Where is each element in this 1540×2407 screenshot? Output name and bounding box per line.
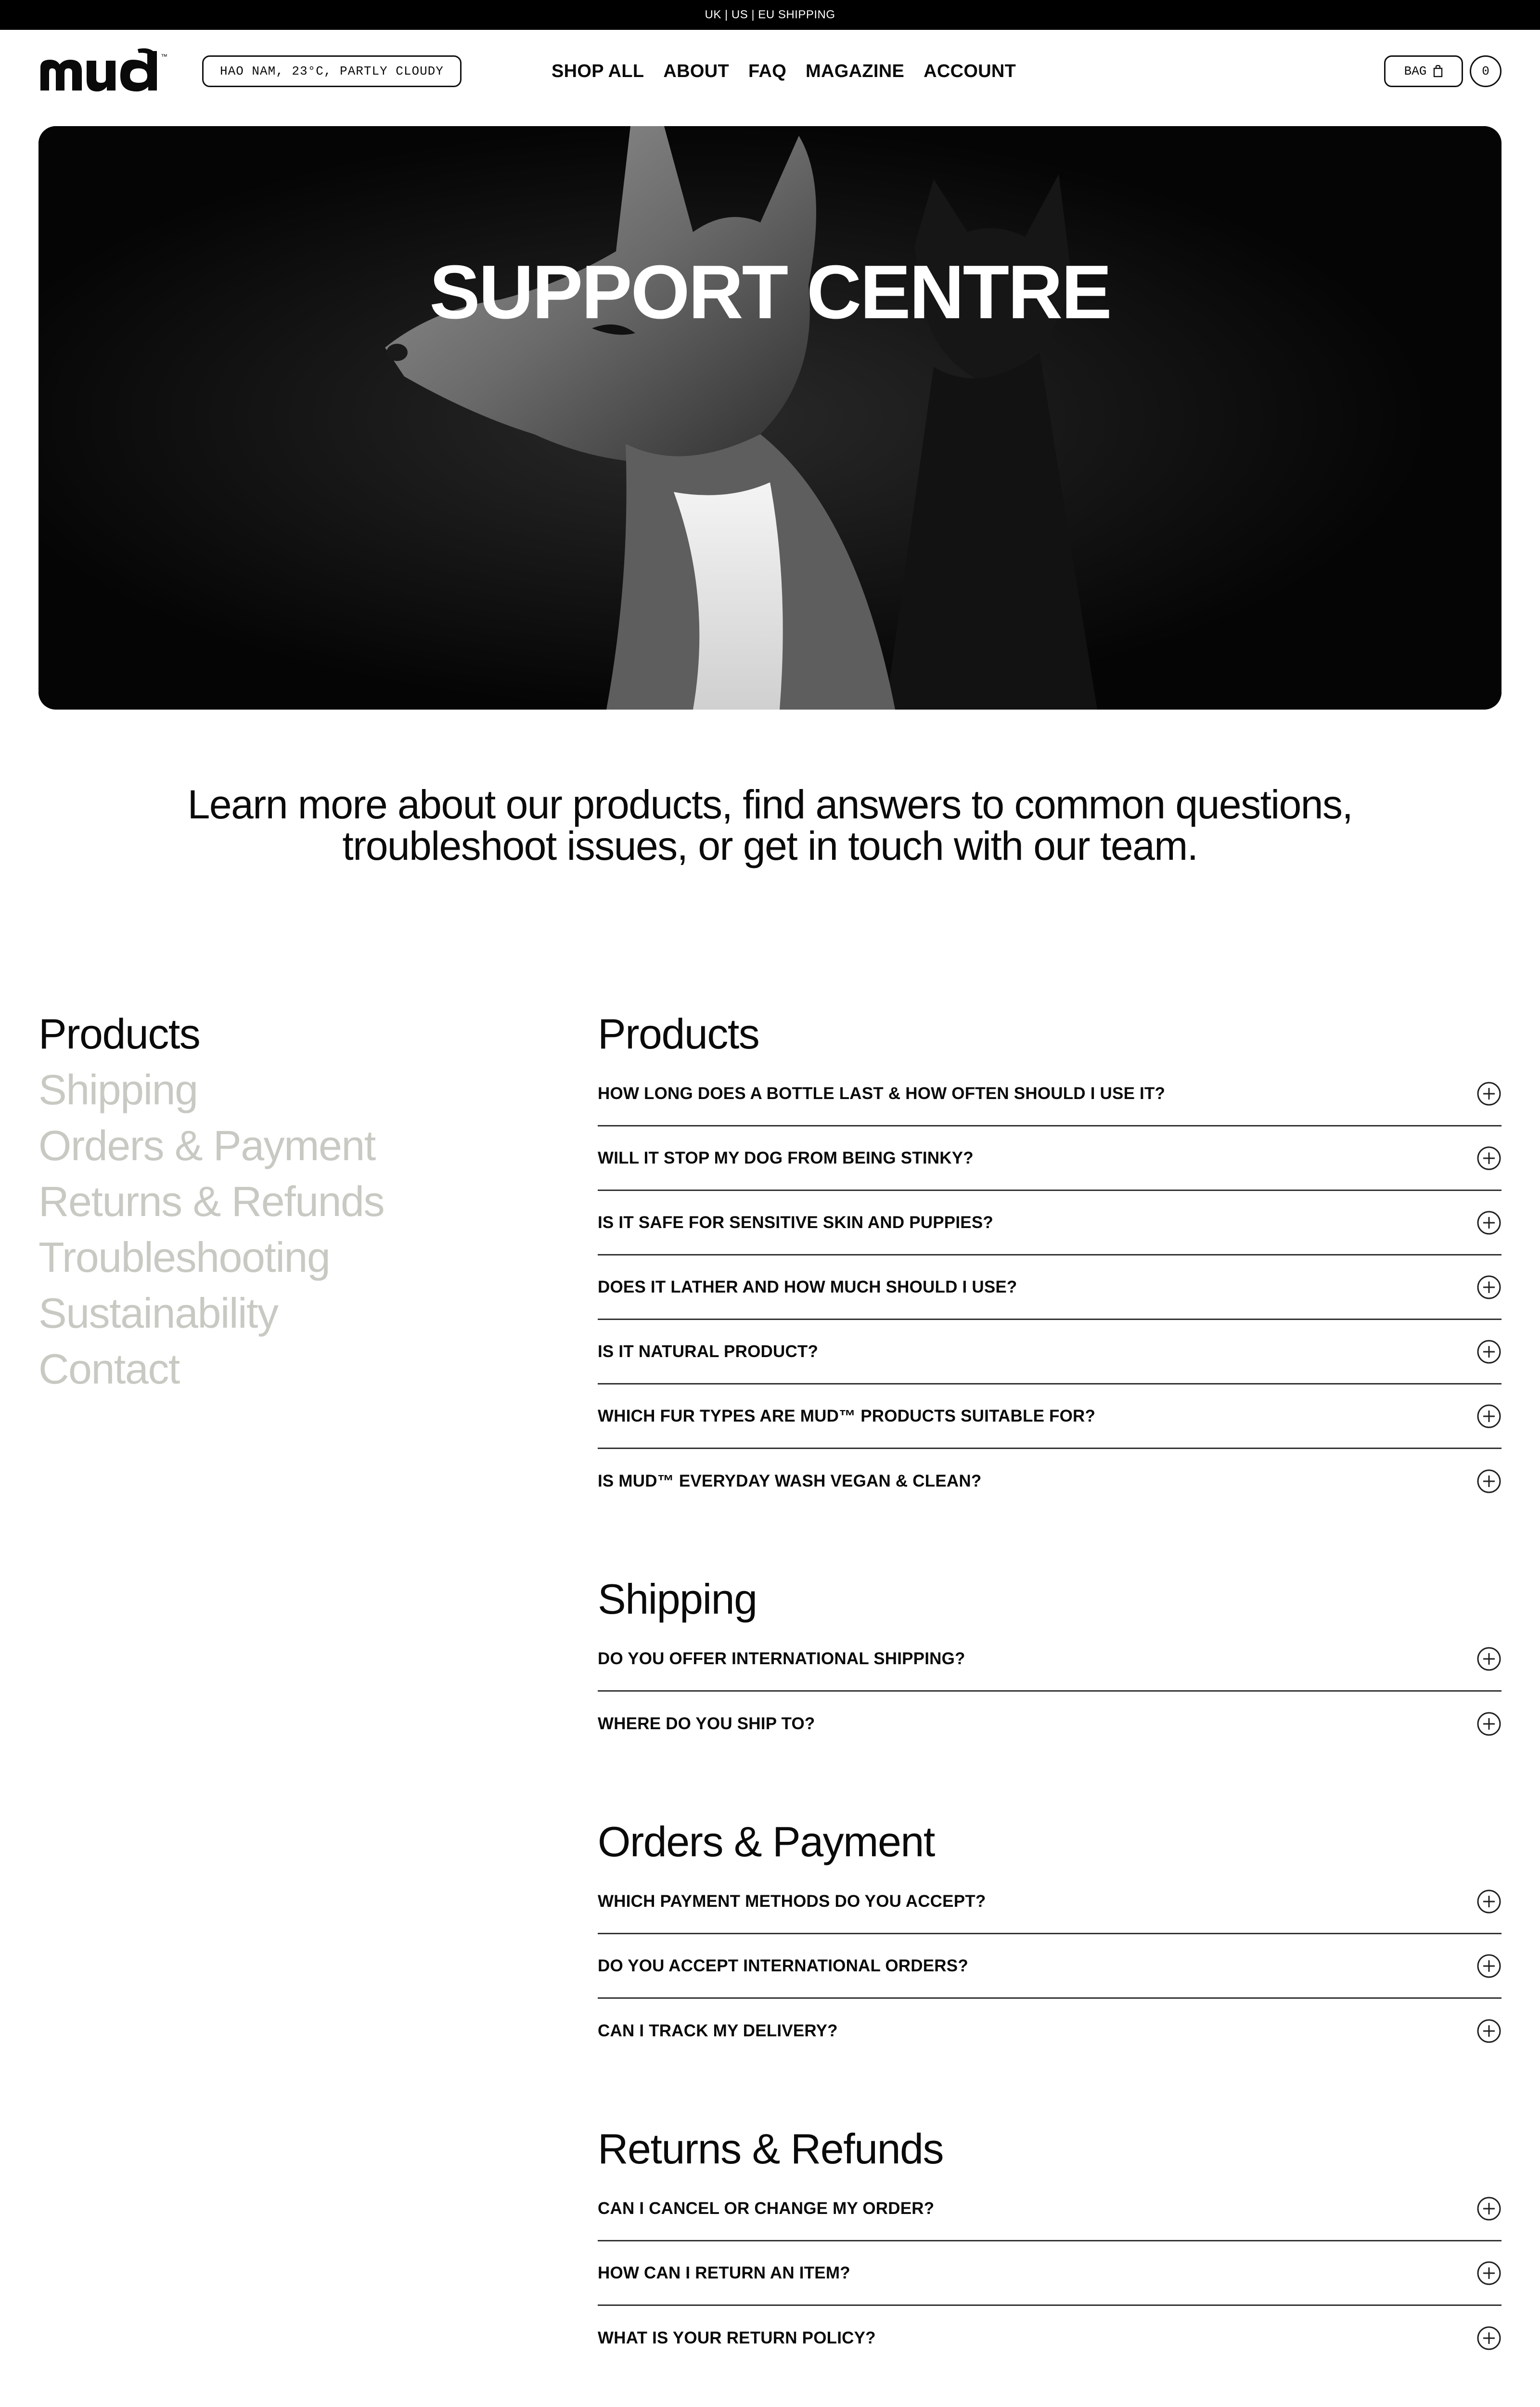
bag-button[interactable] [1384, 55, 1463, 87]
weather-text: HAO NAM, 23°C, PARTLY CLOUDY [220, 64, 444, 78]
sidebar-item-orders-payment[interactable]: Orders & Payment [38, 1122, 375, 1169]
nav-shop-all[interactable]: SHOP ALL [552, 61, 644, 81]
faq-question-text: IS IT SAFE FOR SENSITIVE SKIN AND PUPPIES? [598, 1213, 993, 1232]
faq-question-text: IS IT NATURAL PRODUCT? [598, 1342, 819, 1361]
faq-sections [598, 1006, 1502, 2407]
faq-sidebar [38, 1006, 520, 1397]
faq-question-text: DO YOU OFFER INTERNATIONAL SHIPPING? [598, 1649, 965, 1668]
sidebar-item-sustainability[interactable]: Sustainability [38, 1289, 278, 1337]
faq-question-text: WHAT IS YOUR RETURN POLICY? [598, 2329, 876, 2347]
faq-question-text: CAN I CANCEL OR CHANGE MY ORDER? [598, 2199, 935, 2218]
announcement-bar [0, 0, 1540, 30]
bag-count: 0 [1482, 64, 1489, 78]
hero-banner [38, 126, 1502, 710]
plus-circle-icon[interactable] [1476, 1889, 1502, 1914]
faq-question-row[interactable] [598, 1191, 1502, 1255]
bag-count-badge[interactable] [1470, 55, 1502, 87]
plus-circle-icon[interactable] [1476, 1954, 1502, 1979]
nav-about[interactable]: ABOUT [663, 61, 730, 81]
faq-question-text: IS MUD™ EVERYDAY WASH VEGAN & CLEAN? [598, 1472, 982, 1490]
plus-circle-icon[interactable] [1476, 2196, 1502, 2221]
faq-question-row[interactable] [598, 1126, 1502, 1191]
faq-question-text: WHICH FUR TYPES ARE MUD™ PRODUCTS SUITABLE FOR? [598, 1406, 1096, 1425]
faq-question-text: CAN I TRACK MY DELIVERY? [598, 2021, 838, 2040]
faq-question-text: HOW LONG DOES A BOTTLE LAST & HOW OFTEN SHOULD I USE IT? [598, 1084, 1166, 1103]
plus-circle-icon[interactable] [1476, 1275, 1502, 1300]
weather-badge [202, 55, 462, 87]
faq-section-title: Returns & Refunds [598, 2125, 943, 2173]
plus-circle-icon[interactable] [1476, 1081, 1502, 1106]
faq-question-row[interactable] [598, 1934, 1502, 1999]
faq-question-row[interactable] [598, 2306, 1502, 2370]
faq-question-row[interactable] [598, 1449, 1502, 1514]
mud-logo[interactable] [38, 48, 168, 96]
faq-question-text: DOES IT LATHER AND HOW MUCH SHOULD I USE? [598, 1277, 1017, 1296]
faq-question-row[interactable] [598, 1870, 1502, 1934]
plus-circle-icon[interactable] [1476, 1339, 1502, 1364]
faq-section [598, 1571, 1502, 1756]
sidebar-item-products[interactable]: Products [38, 1010, 200, 1058]
bag-label: BAG [1404, 64, 1427, 78]
faq-question-text: WHICH PAYMENT METHODS DO YOU ACCEPT? [598, 1891, 986, 1911]
faq-section [598, 1006, 1502, 1514]
hero-dog-image [38, 126, 1502, 710]
faq-question-row[interactable] [598, 2241, 1502, 2306]
plus-circle-icon[interactable] [1476, 1469, 1502, 1494]
intro-text: Learn more about our products, find answers to common questions, troubleshoot issues, or get in touch with our team. [187, 782, 1353, 868]
nav-magazine[interactable]: MAGAZINE [806, 61, 905, 81]
faq-question-row[interactable] [598, 1062, 1502, 1126]
bag-icon [1433, 65, 1443, 78]
faq-question-text: WILL IT STOP MY DOG FROM BEING STINKY? [598, 1148, 974, 1167]
nav-account[interactable]: ACCOUNT [924, 61, 1016, 81]
plus-circle-icon[interactable] [1476, 1146, 1502, 1171]
svg-text:™: ™ [161, 52, 167, 60]
sidebar-item-troubleshooting[interactable]: Troubleshooting [38, 1233, 330, 1281]
faq-section-title: Products [598, 1010, 759, 1058]
plus-circle-icon[interactable] [1476, 1711, 1502, 1736]
faq-question-row[interactable] [598, 1385, 1502, 1449]
plus-circle-icon[interactable] [1476, 2261, 1502, 2286]
faq-question-row[interactable] [598, 2177, 1502, 2241]
faq-question-row[interactable] [598, 1627, 1502, 1692]
hero-title: SUPPORT CENTRE [429, 250, 1111, 335]
plus-circle-icon[interactable] [1476, 2326, 1502, 2351]
faq-question-row[interactable] [598, 1320, 1502, 1385]
faq-question-row[interactable] [598, 1692, 1502, 1756]
announcement-text: UK | US | EU SHIPPING [705, 8, 835, 21]
faq-question-row[interactable] [598, 1255, 1502, 1320]
faq-question-text: HOW CAN I RETURN AN ITEM? [598, 2263, 850, 2282]
sidebar-item-contact[interactable]: Contact [38, 1345, 180, 1393]
faq-question-row[interactable] [598, 1999, 1502, 2063]
faq-section [598, 1814, 1502, 2063]
faq-section [598, 2121, 1502, 2370]
main-nav [552, 57, 1016, 86]
sidebar-item-shipping[interactable]: Shipping [38, 1066, 198, 1113]
plus-circle-icon[interactable] [1476, 1210, 1502, 1235]
faq-section-title: Shipping [598, 1575, 757, 1623]
faq-question-text: WHERE DO YOU SHIP TO? [598, 1714, 815, 1733]
faq-section-title: Orders & Payment [598, 1818, 935, 1865]
site-header [0, 30, 1540, 126]
sidebar-item-returns-refunds[interactable]: Returns & Refunds [38, 1178, 384, 1225]
faq-question-text: DO YOU ACCEPT INTERNATIONAL ORDERS? [598, 1956, 968, 1975]
plus-circle-icon[interactable] [1476, 1646, 1502, 1671]
nav-faq[interactable]: FAQ [748, 61, 787, 81]
plus-circle-icon[interactable] [1476, 2019, 1502, 2044]
plus-circle-icon[interactable] [1476, 1404, 1502, 1429]
